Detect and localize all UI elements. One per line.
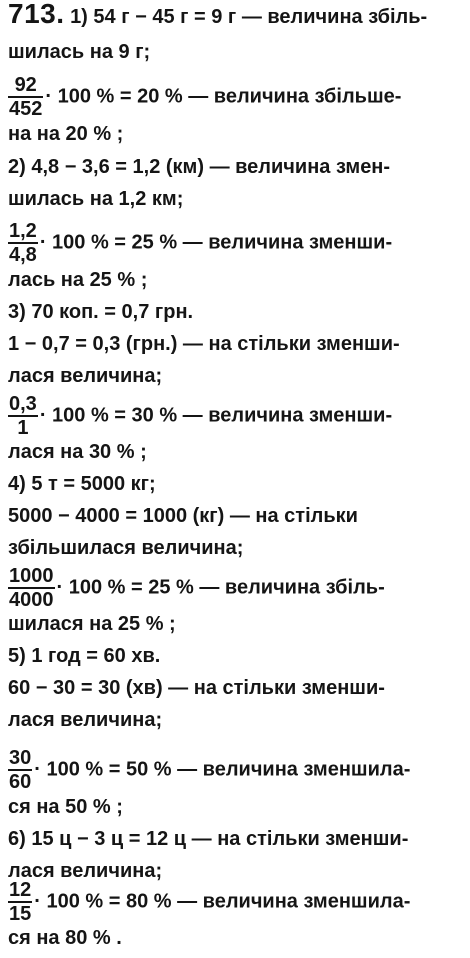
fraction-line-6 bbox=[8, 879, 410, 925]
fraction-2-denominator: 4,8 bbox=[9, 244, 37, 266]
line-12: 5000 − 4000 = 1000 (кг) — на стільки bbox=[8, 505, 358, 527]
fraction-5-denominator: 60 bbox=[9, 771, 32, 793]
line-5: шилась на 1,2 км; bbox=[8, 188, 184, 210]
fraction-3-denominator: 1 bbox=[17, 417, 29, 439]
fraction-line-1 bbox=[8, 74, 401, 120]
fraction-line-3 bbox=[8, 393, 392, 439]
line-10: лася на 30 % ; bbox=[8, 441, 147, 463]
fraction-4-numerator: 1000 bbox=[9, 565, 54, 587]
fraction-1-denominator: 452 bbox=[9, 98, 43, 120]
problem-number: 713. bbox=[8, 0, 65, 29]
line-16: 60 − 30 = 30 (хв) — на стільки зменши- bbox=[8, 677, 385, 699]
fraction-3 bbox=[8, 393, 38, 439]
line-19: 6) 15 ц − 3 ц = 12 ц — на стільки зменши- bbox=[8, 828, 409, 850]
fraction-6-denominator: 15 bbox=[9, 903, 32, 925]
fraction-line-2 bbox=[8, 220, 392, 266]
line-9: лася величина; bbox=[8, 365, 163, 387]
fraction-4-denominator: 4000 bbox=[9, 589, 54, 611]
fraction-line-5 bbox=[8, 747, 410, 793]
line-21: ся на 80 % . bbox=[8, 927, 122, 949]
line-14: шилася на 25 % ; bbox=[8, 613, 176, 635]
fraction-2 bbox=[8, 220, 38, 266]
line-20: лася величина; bbox=[8, 860, 163, 882]
fraction-2-numerator: 1,2 bbox=[9, 220, 37, 242]
line-2: шилась на 9 г; bbox=[8, 41, 151, 63]
line-4: 2) 4,8 − 3,6 = 1,2 (км) — величина змен- bbox=[8, 156, 391, 178]
fraction-1-rest: · 100 % = 20 % — величина збільше- bbox=[45, 85, 402, 108]
line-1-text: 1) 54 г − 45 г = 9 г — величина збіль- bbox=[70, 6, 428, 28]
fraction-line-4 bbox=[8, 565, 385, 611]
fraction-1 bbox=[8, 74, 43, 120]
line-1 bbox=[8, 2, 427, 29]
line-17: лася величина; bbox=[8, 709, 163, 731]
fraction-4 bbox=[8, 565, 55, 611]
line-8: 1 − 0,7 = 0,3 (грн.) — на стільки зменши- bbox=[8, 333, 400, 355]
line-13: збільшилася величина; bbox=[8, 537, 244, 559]
line-7: 3) 70 коп. = 0,7 грн. bbox=[8, 301, 194, 323]
fraction-1-numerator: 92 bbox=[8, 74, 43, 98]
fraction-6 bbox=[8, 879, 32, 925]
fraction-3-rest: · 100 % = 30 % — величина зменши- bbox=[39, 404, 393, 427]
line-6: лась на 25 % ; bbox=[8, 269, 148, 291]
line-11: 4) 5 т = 5000 кг; bbox=[8, 473, 156, 495]
fraction-5-rest: · 100 % = 50 % — величина зменшила- bbox=[34, 758, 411, 781]
line-18: ся на 50 % ; bbox=[8, 796, 123, 818]
fraction-5-numerator: 30 bbox=[9, 747, 32, 769]
fraction-3-numerator: 0,3 bbox=[9, 393, 37, 415]
fraction-5 bbox=[8, 747, 32, 793]
line-15: 5) 1 год = 60 хв. bbox=[8, 645, 161, 667]
fraction-4-rest: · 100 % = 25 % — величина збіль- bbox=[56, 576, 385, 599]
fraction-6-rest: · 100 % = 80 % — величина зменшила- bbox=[34, 890, 411, 913]
fraction-6-numerator: 12 bbox=[9, 879, 32, 901]
fraction-2-rest: · 100 % = 25 % — величина зменши- bbox=[39, 231, 393, 254]
line-3: на на 20 % ; bbox=[8, 123, 124, 145]
